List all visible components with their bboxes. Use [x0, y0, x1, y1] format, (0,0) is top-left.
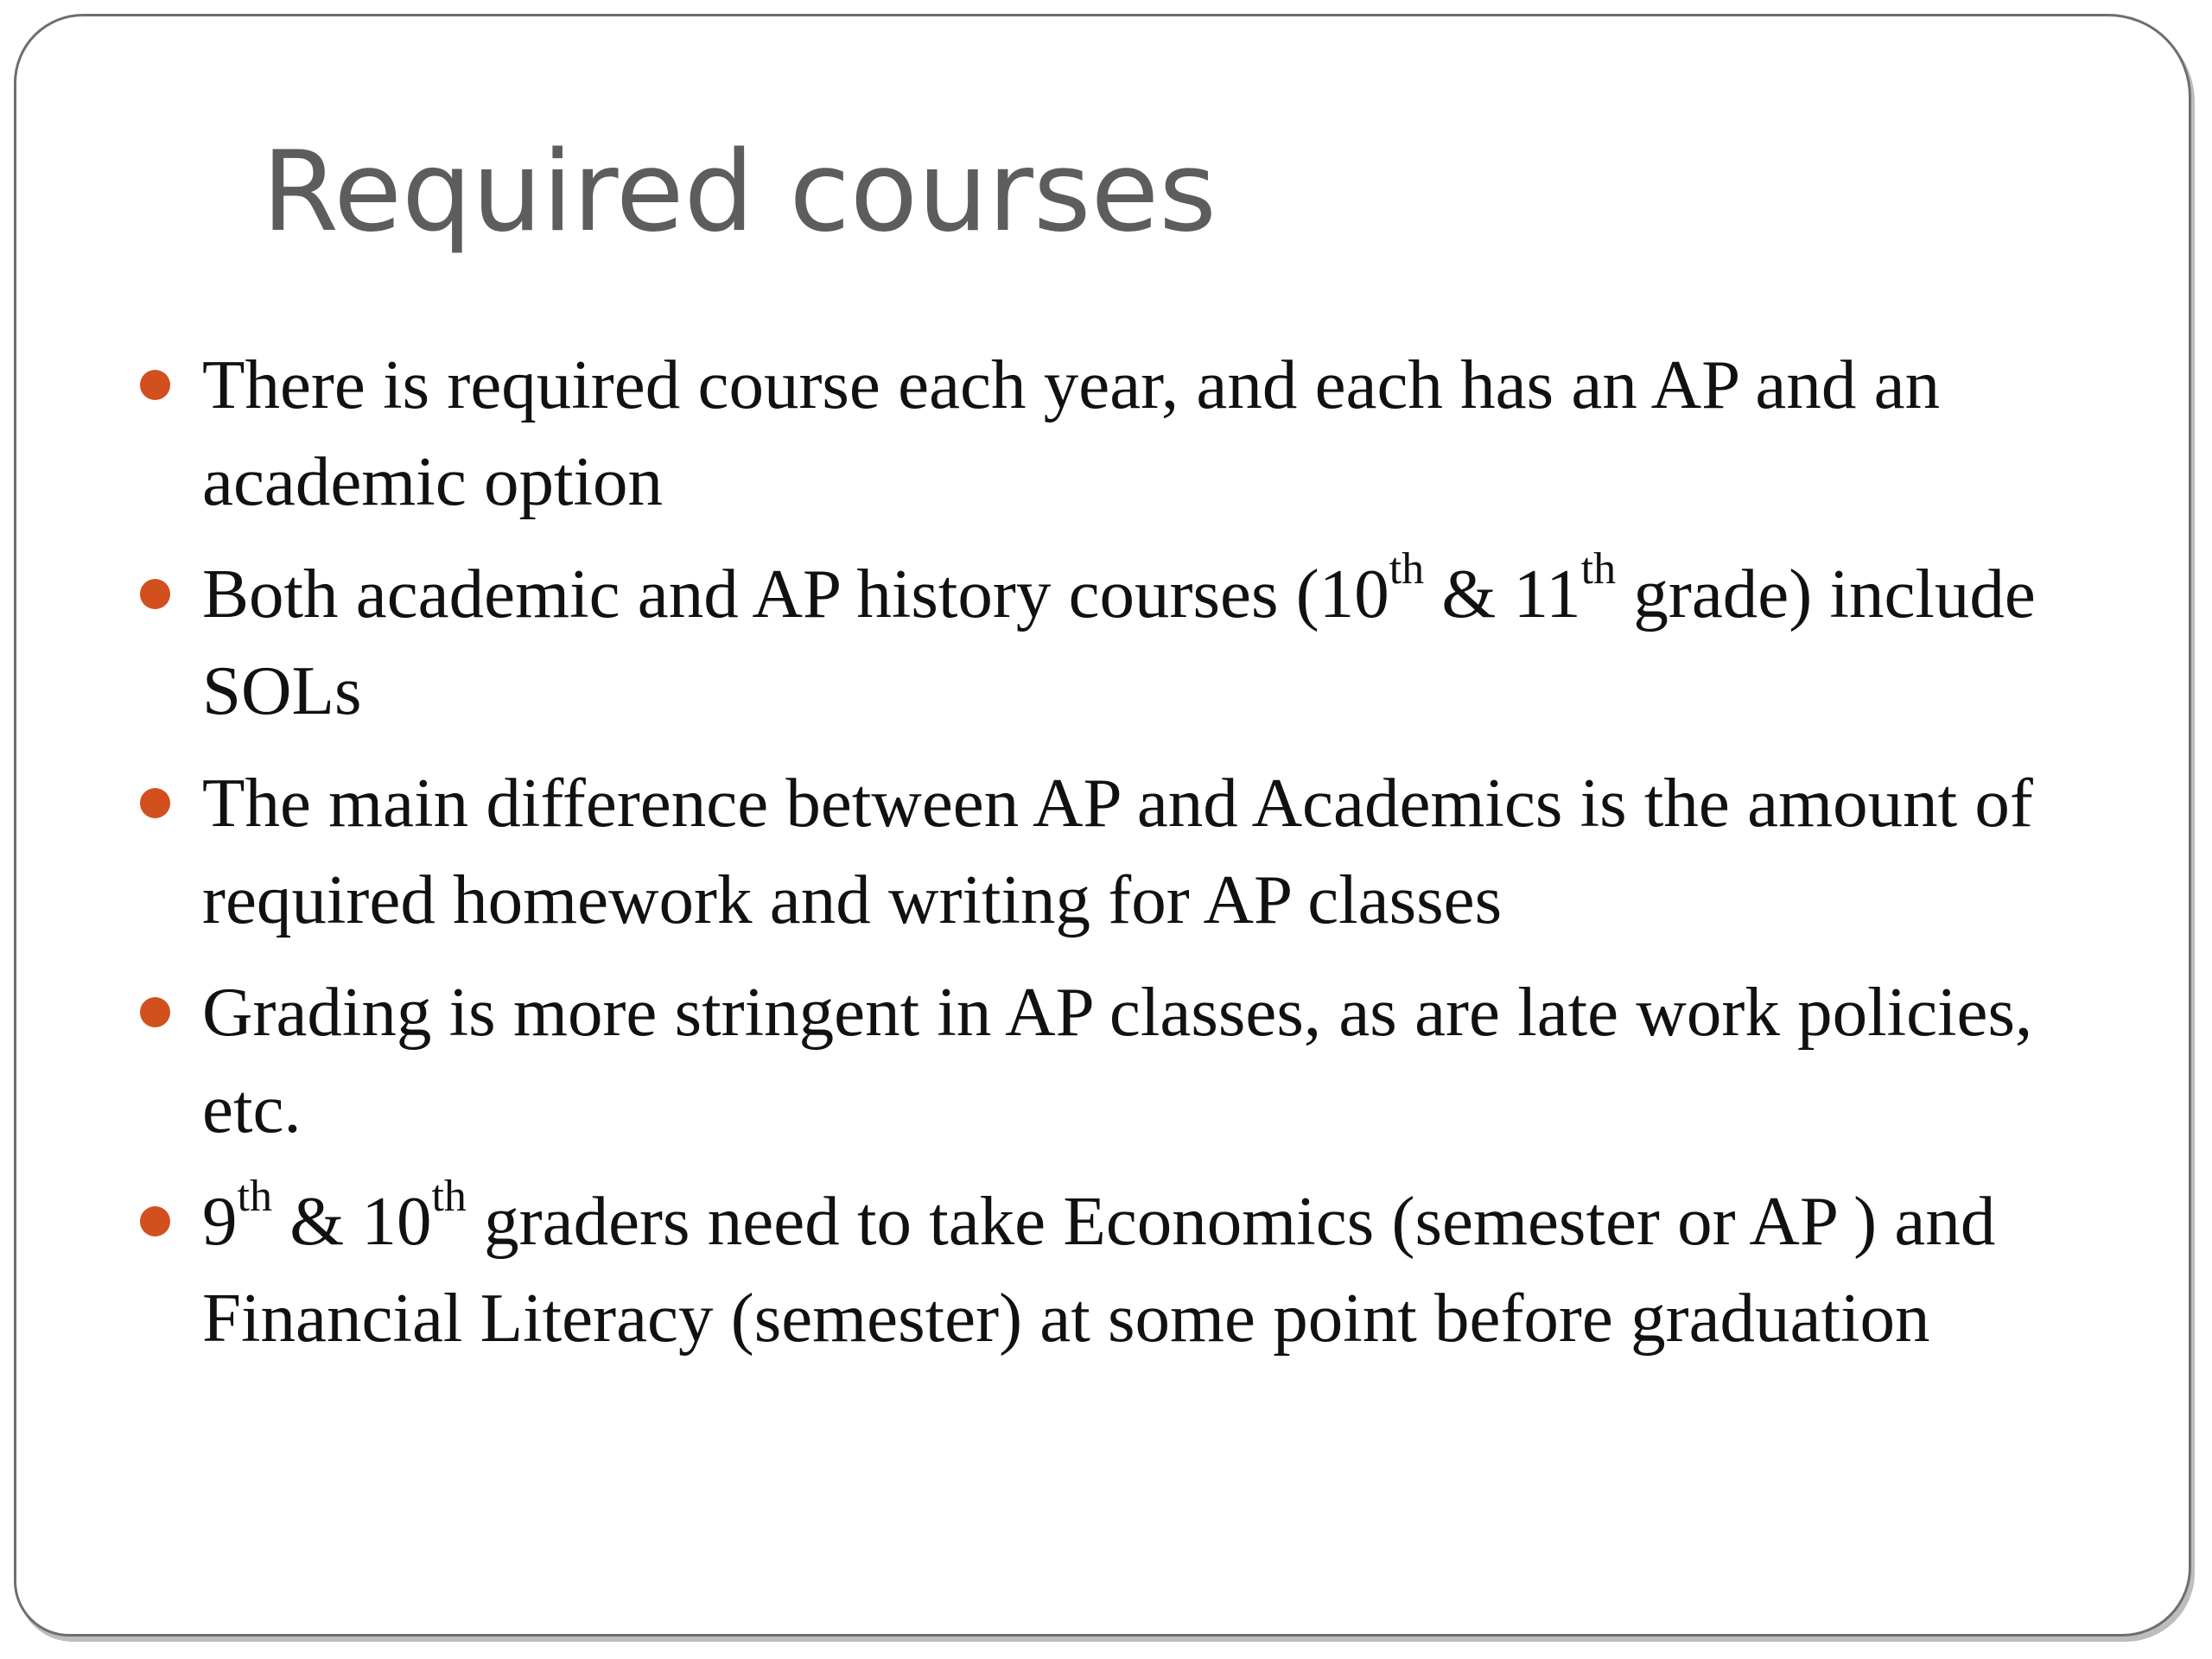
bullet-text: [202, 963, 2142, 1157]
bullet-dot-icon: [140, 997, 170, 1027]
bullet-dot-icon: [140, 1206, 170, 1236]
bullet-item: [16, 963, 2194, 1157]
superscript: th: [237, 1172, 272, 1221]
slide-title: Required courses: [262, 128, 1217, 257]
bullet-text-run: grade) include SOLs: [202, 555, 2036, 729]
bullet-dot-icon: [140, 579, 170, 609]
bullet-text-run: Grading is more stringent in AP classes, as are late work policies, etc.: [202, 973, 2033, 1147]
bullet-text-run: & 10: [271, 1182, 432, 1260]
superscript: th: [1580, 544, 1617, 594]
bullet-text-run: Both academic and AP history courses (10: [202, 555, 1389, 632]
bullet-list: [16, 336, 2194, 1382]
bullet-text-run: 9: [202, 1182, 238, 1260]
bullet-text: [202, 1173, 2142, 1366]
bullet-text-run: & 11: [1424, 555, 1581, 632]
bullet-text-run: graders need to take Economics (semester or AP ) and Financial Literacy (semester) at some point before graduation: [202, 1182, 1996, 1357]
bullet-item: [16, 1173, 2194, 1366]
bullet-dot-icon: [140, 370, 170, 400]
superscript: th: [1389, 544, 1425, 594]
bullet-item: [16, 754, 2194, 948]
bullet-text-run: There is required course each year, and each has an AP and an academic option: [202, 346, 1941, 520]
bullet-item: [16, 545, 2194, 739]
bullet-text-run: The main difference between AP and Academics is the amount of required homework and writing for AP classes: [202, 764, 2033, 938]
slide: [14, 14, 2191, 1637]
bullet-item: [16, 336, 2194, 530]
bullet-dot-icon: [140, 788, 170, 818]
superscript: th: [431, 1172, 467, 1221]
bullet-text: [202, 336, 2142, 530]
bullet-text: [202, 754, 2142, 948]
bullet-text: [202, 545, 2142, 739]
